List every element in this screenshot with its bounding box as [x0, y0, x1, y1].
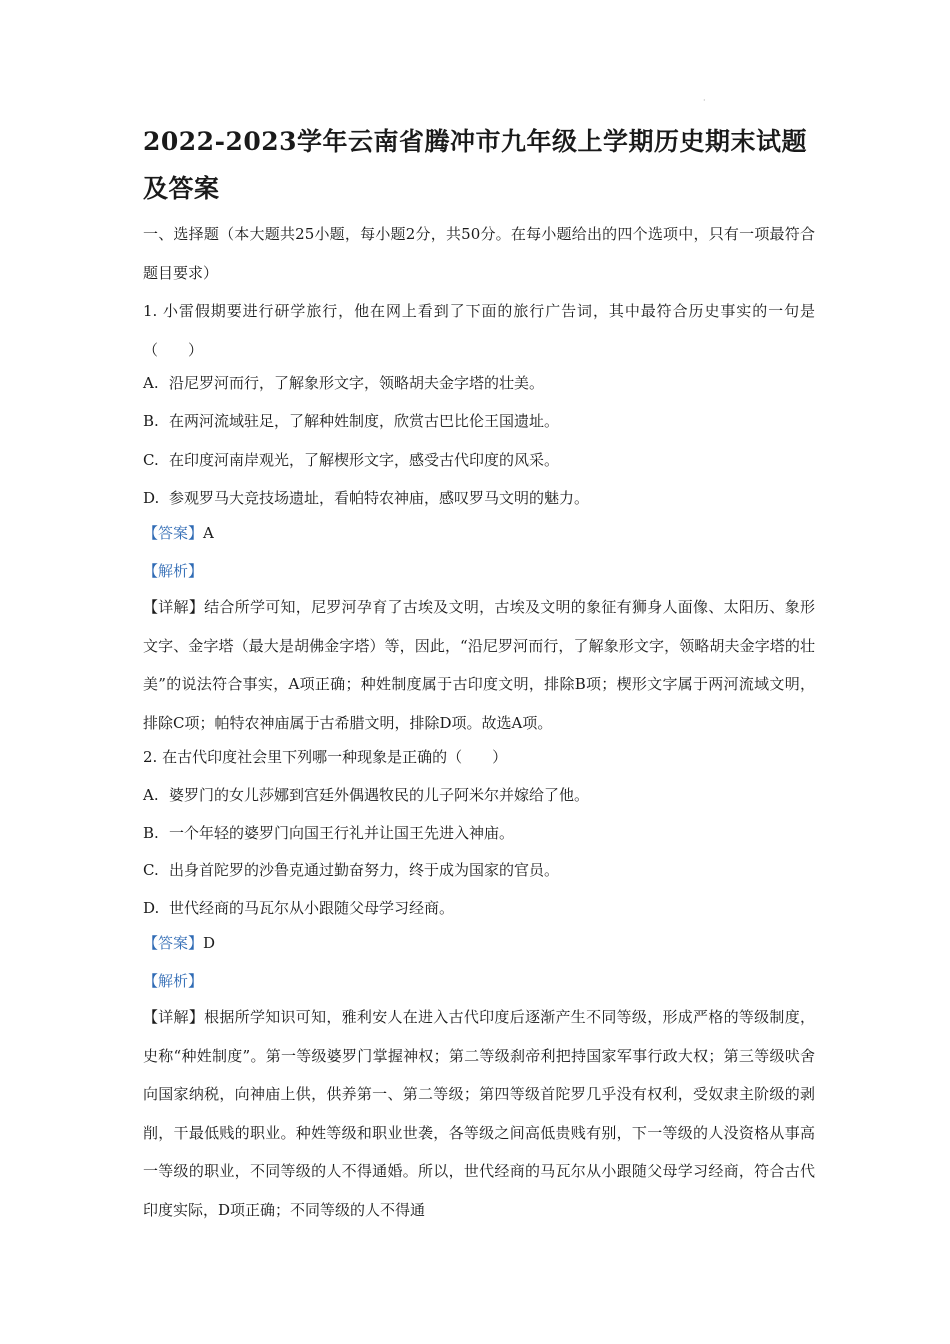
option-text: 出身首陀罗的沙鲁克通过勤奋努力，终于成为国家的官员。	[169, 861, 560, 879]
question-1-option-b	[143, 411, 823, 431]
option-label: A.	[143, 374, 159, 392]
question-2-detail	[143, 998, 815, 1230]
question-2-option-a	[143, 785, 823, 805]
question-2-option-d	[143, 898, 823, 918]
question-1-option-c	[143, 450, 823, 470]
detail-text: 根据所学知识可知，雅利安人在进入古代印度后逐渐产生不同等级，形成严格的等级制度，史称“种姓制度”。第一等级婆罗门掌握神权；第二等级刹帝利把持国家军事行政大权；第三等级吠舍向国家纳税，向神庙上供，供养第一、第二等级；第四等级首陀罗几乎没有权利，受奴隶主阶级的剥削，干最低贱的职业。种姓等级和职业世袭，各等级之间高低贵贱有别，下一等级的人没资格从事高一等级的职业，不同等级的人不得通婚。所以，世代经商的马瓦尔从小跟随父母学习经商，符合古代印度实际，D项正确；不同等级的人不得通	[143, 1008, 815, 1219]
option-text: 沿尼罗河而行，了解象形文字，领略胡夫金字塔的壮美。	[169, 374, 545, 392]
option-label: D.	[143, 489, 160, 507]
question-1-stem: 1. 小雷假期要进行研学旅行，他在网上看到了下面的旅行广告词，其中最符合历史事实的一句是（ ）	[143, 302, 815, 359]
option-label: D.	[143, 899, 160, 917]
analysis-tag: 【解析】	[143, 562, 204, 580]
option-text: 在印度河南岸观光，了解楔形文字，感受古代印度的风采。	[169, 451, 560, 469]
answer-tag: 【答案】	[143, 524, 204, 542]
option-label: A.	[143, 786, 159, 804]
option-label: C.	[143, 861, 159, 879]
option-label: C.	[143, 451, 159, 469]
scan-speck: ·	[703, 96, 706, 105]
question-1-option-d	[143, 488, 823, 508]
option-text: 一个年轻的婆罗门向国王行礼并让国王先进入神庙。	[169, 824, 515, 842]
option-text: 世代经商的马瓦尔从小跟随父母学习经商。	[169, 899, 455, 917]
question-2-stem: 2. 在古代印度社会里下列哪一种现象是正确的（ ）	[143, 748, 508, 766]
page-title: 2022-2023学年云南省腾冲市九年级上学期历史期末试题及答案	[143, 127, 808, 203]
question-2-answer	[143, 933, 823, 953]
question-1-analysis	[143, 561, 823, 581]
question-1-detail	[143, 588, 815, 742]
answer-value: A	[203, 524, 214, 542]
question-2-option-c	[143, 860, 823, 880]
question-1-answer	[143, 523, 823, 543]
option-text: 参观罗马大竞技场遗址，看帕特农神庙，感叹罗马文明的魅力。	[169, 489, 590, 507]
question-1-option-a	[143, 373, 823, 393]
option-label: B.	[143, 824, 159, 842]
answer-tag: 【答案】	[143, 934, 204, 952]
answer-value: D	[203, 934, 216, 952]
detail-text: 结合所学可知，尼罗河孕育了古埃及文明，古埃及文明的象征有狮身人面像、太阳历、象形文字、金字塔（最大是胡佛金字塔）等，因此，“沿尼罗河而行，了解象形文字，领略胡夫金字塔的壮美”的说法符合事实，A项正确；种姓制度属于古印度文明，排除B项；楔形文字属于两河流域文明，排除C项；帕特农神庙属于古希腊文明，排除D项。故选A项。	[143, 598, 815, 732]
detail-tag: 【详解】	[143, 598, 205, 616]
option-text: 在两河流域驻足，了解种姓制度，欣赏古巴比伦王国遗址。	[169, 412, 560, 430]
analysis-tag: 【解析】	[143, 972, 204, 990]
option-label: B.	[143, 412, 159, 430]
question-2-option-b	[143, 823, 823, 843]
section-heading: 一、选择题（本大题共25小题，每小题2分，共50分。在每小题给出的四个选项中，只有一项最符合题目要求）	[143, 225, 815, 282]
detail-tag: 【详解】	[143, 1008, 205, 1026]
question-2-analysis	[143, 971, 823, 991]
option-text: 婆罗门的女儿莎娜到宫廷外偶遇牧民的儿子阿米尔并嫁给了他。	[169, 786, 590, 804]
